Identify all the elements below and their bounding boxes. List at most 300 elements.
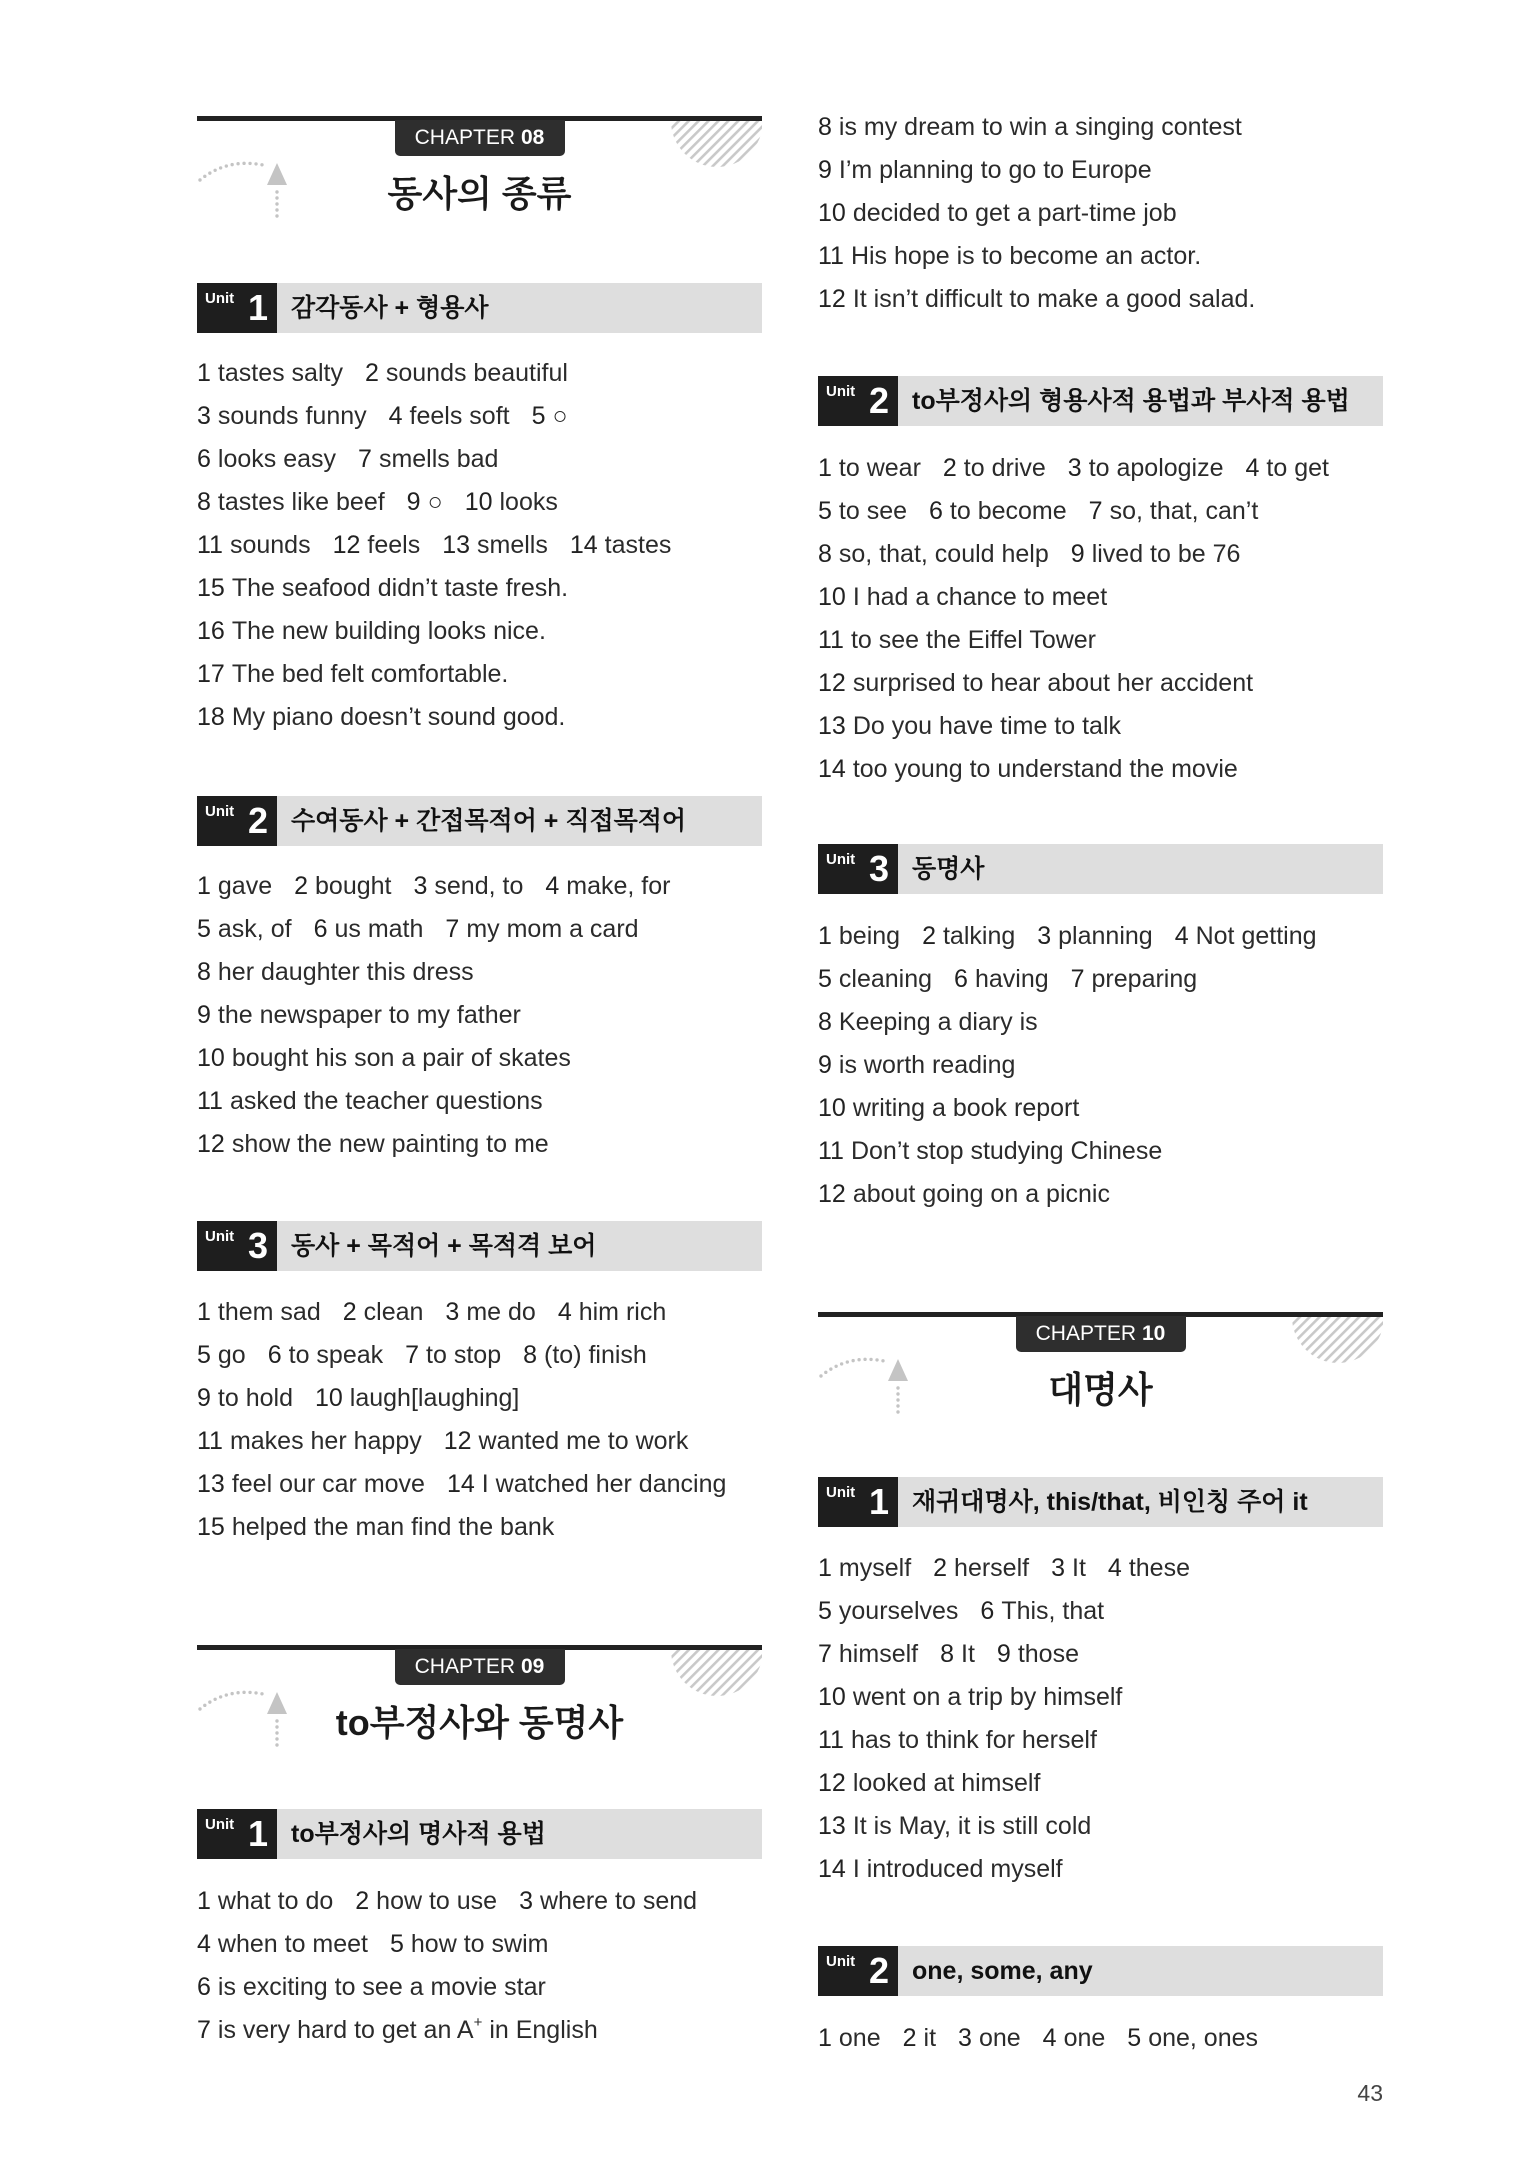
answer-text: tastes like beef <box>217 488 385 516</box>
answer-line <box>197 994 762 1037</box>
answer-number: 4 <box>545 872 560 900</box>
answer-number: 13 <box>818 1812 846 1840</box>
unit-number: 2 <box>247 800 268 841</box>
answer-text: This, that <box>1001 1597 1105 1625</box>
answer-line <box>197 2009 762 2052</box>
answer-item <box>414 872 524 900</box>
answer-line <box>818 1173 1383 1216</box>
unit-title: to부정사의 명사적 용법 <box>291 1820 546 1848</box>
answer-text: to hold <box>217 1384 293 1412</box>
unit-number: 3 <box>868 848 889 889</box>
answer-item <box>818 1008 1038 1036</box>
answer-line <box>818 447 1383 490</box>
answer-number: 2 <box>364 359 379 387</box>
answer-item <box>294 872 391 900</box>
answer-number: 14 <box>569 531 598 559</box>
answer-list <box>818 1547 1383 1891</box>
answer-item <box>197 1470 425 1498</box>
answer-item <box>818 965 932 993</box>
answer-item <box>197 574 568 602</box>
answer-item <box>355 1887 497 1915</box>
answer-text: is exciting to see a movie star <box>217 1973 546 2001</box>
answer-text: (to) finish <box>544 1341 647 1369</box>
answer-item <box>818 626 1096 654</box>
unit-number: 1 <box>247 1813 268 1854</box>
answer-item <box>1127 2024 1258 2052</box>
answer-item <box>943 454 1046 482</box>
answer-text-rest: in English <box>482 2016 598 2044</box>
answer-text: himself <box>838 1640 919 1668</box>
answer-line <box>197 1080 762 1123</box>
answer-number: 15 <box>197 574 225 602</box>
answer-text: I watched her dancing <box>481 1470 727 1498</box>
answer-text: to see the Eiffel Tower <box>850 626 1097 654</box>
answer-text: smells bad <box>378 445 499 473</box>
answer-line <box>197 865 762 908</box>
answer-number: 5 <box>531 402 546 430</box>
answer-item <box>523 1341 647 1369</box>
answer-item <box>445 1298 535 1326</box>
answer-item <box>818 669 1253 697</box>
answer-item <box>343 1298 424 1326</box>
answer-item <box>519 1887 697 1915</box>
answer-text: the newspaper to my father <box>217 1001 521 1029</box>
answer-item <box>818 1597 958 1625</box>
answer-text: clean <box>363 1298 424 1326</box>
answer-text: one <box>1063 2024 1106 2052</box>
answer-number: 11 <box>197 1087 223 1115</box>
answer-number: 10 <box>818 1683 846 1711</box>
answer-number: 11 <box>197 1427 223 1455</box>
answer-text: go <box>217 1341 246 1369</box>
answer-number: 10 <box>314 1384 343 1412</box>
answer-text: one <box>838 2024 881 2052</box>
answer-item <box>197 2016 598 2044</box>
chapter-header <box>197 1645 762 1757</box>
answer-number: 16 <box>197 617 225 645</box>
answer-line <box>818 1805 1383 1848</box>
unit-tab <box>818 1946 898 1996</box>
answer-text: how to swim <box>410 1930 549 1958</box>
unit-title: 동명사 <box>912 855 985 883</box>
answer-line <box>818 1719 1383 1762</box>
unit-tab <box>197 1809 277 1859</box>
answer-item <box>197 359 343 387</box>
answer-line <box>197 1037 762 1080</box>
answer-line <box>197 610 762 653</box>
answer-item <box>558 1298 666 1326</box>
answer-item <box>980 1597 1104 1625</box>
answer-text: talking <box>942 922 1016 950</box>
answer-line <box>197 567 762 610</box>
answer-line <box>818 705 1383 748</box>
answer-line <box>197 1880 762 1923</box>
striped-circle-icon <box>667 121 762 171</box>
answer-text: to become <box>949 497 1067 525</box>
answer-text: Not getting <box>1195 922 1317 950</box>
answer-text: so, that, can’t <box>1109 497 1259 525</box>
answer-item <box>818 242 1201 270</box>
answer-line <box>818 1848 1383 1891</box>
unit-label: Unit <box>205 1816 235 1833</box>
answer-text: herself <box>954 1554 1030 1582</box>
answer-number: 5 <box>818 965 832 993</box>
answer-text: feels <box>367 531 421 559</box>
answer-number: 8 <box>523 1341 538 1369</box>
answer-text: to get <box>1266 454 1329 482</box>
answer-text: how to use <box>376 1887 498 1915</box>
chapter-word: CHAPTER <box>1035 1322 1136 1345</box>
answer-text: bought <box>315 872 392 900</box>
answer-item <box>818 1094 1079 1122</box>
answer-number: 3 <box>445 1298 460 1326</box>
answer-text: one, ones <box>1148 2024 1259 2052</box>
answer-line <box>818 1590 1383 1633</box>
answer-line <box>818 235 1383 278</box>
answer-text: His hope is to become an actor. <box>850 242 1202 270</box>
answer-item <box>197 1130 549 1158</box>
answer-number: 12 <box>818 1180 846 1208</box>
answer-number: 3 <box>413 872 428 900</box>
unit-number: 2 <box>868 380 889 421</box>
answer-text: bought his son a pair of skates <box>231 1044 571 1072</box>
answer-line <box>818 1762 1383 1805</box>
answer-item <box>1071 540 1241 568</box>
answer-text: myself <box>838 1554 912 1582</box>
answer-line <box>818 1001 1383 1044</box>
answer-text: laugh[laughing] <box>349 1384 520 1412</box>
answer-text: him rich <box>578 1298 667 1326</box>
answer-number: 6 <box>197 1973 211 2001</box>
answer-number: 11 <box>818 1726 844 1754</box>
answer-text: I introduced myself <box>852 1855 1063 1883</box>
unit-label: Unit <box>205 290 235 307</box>
answer-number: 11 <box>818 242 844 270</box>
answer-line <box>197 908 762 951</box>
answer-item <box>197 1298 321 1326</box>
answer-text: to drive <box>963 454 1046 482</box>
answer-number: 7 <box>818 1640 832 1668</box>
answer-item <box>903 2024 936 2052</box>
answer-text: The seafood didn’t taste fresh. <box>231 574 569 602</box>
answer-number: 10 <box>818 199 846 227</box>
unit-bar <box>197 796 762 846</box>
answer-text: It is May, it is still cold <box>852 1812 1092 1840</box>
answer-item <box>444 1427 689 1455</box>
answer-line <box>197 1291 762 1334</box>
answer-number: 17 <box>197 660 225 688</box>
unit-number: 3 <box>247 1225 268 1266</box>
answer-number: 3 <box>197 402 211 430</box>
answer-item <box>818 497 907 525</box>
answer-number: 8 <box>940 1640 954 1668</box>
answer-number: 2 <box>294 872 309 900</box>
answer-number: 10 <box>818 583 846 611</box>
answer-line <box>818 149 1383 192</box>
answer-line <box>818 2017 1383 2060</box>
answer-item <box>954 965 1049 993</box>
answer-item <box>1051 1554 1086 1582</box>
answer-line <box>197 352 762 395</box>
answer-text: feels soft <box>409 402 510 430</box>
answer-line <box>818 1130 1383 1173</box>
answer-text: tastes <box>604 531 672 559</box>
answer-text: is worth reading <box>838 1051 1016 1079</box>
unit-number: 1 <box>868 1481 889 1522</box>
answer-text: to apologize <box>1088 454 1224 482</box>
unit-tab <box>818 844 898 894</box>
answer-line <box>197 1463 762 1506</box>
answer-line <box>197 1506 762 1549</box>
answer-item <box>940 1640 975 1668</box>
answer-number: 7 <box>1088 497 1103 525</box>
answer-text: writing a book report <box>852 1094 1080 1122</box>
answer-number: 4 <box>1174 922 1189 950</box>
unit-tab <box>197 796 277 846</box>
answer-line <box>818 1044 1383 1087</box>
answer-number: 6 <box>954 965 968 993</box>
answer-line <box>197 1966 762 2009</box>
answer-item <box>197 617 546 645</box>
answer-number: 1 <box>818 922 832 950</box>
answer-text: about going on a picnic <box>852 1180 1110 1208</box>
unit-bar <box>818 844 1383 894</box>
answer-item <box>447 1470 726 1498</box>
answer-item <box>818 1180 1110 1208</box>
chapter-label <box>1016 1316 1186 1352</box>
answer-number: 3 <box>958 2024 972 2052</box>
answer-item <box>818 922 900 950</box>
answer-number: 12 <box>443 1427 472 1455</box>
answer-item <box>818 1683 1122 1711</box>
answer-text: decided to get a part-time job <box>852 199 1177 227</box>
answer-number: 7 <box>197 2016 211 2044</box>
answer-text: planning <box>1058 922 1153 950</box>
answer-number: 3 <box>519 1887 533 1915</box>
answer-number: 5 <box>1127 2024 1142 2052</box>
answer-text: send, to <box>434 872 524 900</box>
answer-item <box>997 1640 1079 1668</box>
answer-number: 9 <box>818 1051 832 1079</box>
answer-number: 1 <box>818 454 832 482</box>
answer-item <box>1071 965 1198 993</box>
answer-item <box>197 872 272 900</box>
answer-line <box>197 481 762 524</box>
answer-number: 8 <box>818 1008 832 1036</box>
unit-bar <box>197 283 762 333</box>
answer-number: 10 <box>464 488 493 516</box>
chapter-number: 10 <box>1142 1322 1166 1345</box>
answer-item <box>818 540 1049 568</box>
answer-text: It isn’t difficult to make a good salad. <box>852 285 1256 313</box>
answer-text: yourselves <box>838 1597 959 1625</box>
answer-number: 7 <box>445 915 460 943</box>
unit-tab <box>197 283 277 333</box>
answer-item <box>818 1769 1040 1797</box>
unit-title: 감각동사 + 형용사 <box>291 294 489 322</box>
answer-number: 13 <box>442 531 471 559</box>
answer-text: to see <box>838 497 908 525</box>
unit-tab <box>197 1221 277 1271</box>
answer-number: 4 <box>197 1930 211 1958</box>
answer-text: lived to be 76 <box>1091 540 1241 568</box>
answer-item <box>197 660 508 688</box>
answer-line <box>818 1676 1383 1719</box>
answer-item <box>197 1887 333 1915</box>
answer-number: 4 <box>1042 2024 1057 2052</box>
answer-line <box>818 748 1383 791</box>
answer-line <box>197 438 762 481</box>
unit-label: Unit <box>826 851 856 868</box>
chapter-title: to부정사와 동명사 <box>335 1702 624 1743</box>
chapter-word: CHAPTER <box>414 1655 515 1678</box>
page-number: 43 <box>1357 2080 1383 2106</box>
answer-number: 3 <box>1037 922 1052 950</box>
answer-number: 7 <box>1070 965 1085 993</box>
answer-text: looked at himself <box>852 1769 1041 1797</box>
answer-text: them sad <box>217 1298 321 1326</box>
chapter-number: 08 <box>521 126 545 149</box>
answer-item <box>197 402 367 430</box>
answer-item <box>818 454 921 482</box>
chapter-header <box>197 116 762 228</box>
unit-title: 동사 + 목적어 + 목적격 보어 <box>291 1232 597 1260</box>
answer-item <box>818 1640 918 1668</box>
answer-number: 11 <box>818 626 844 654</box>
answer-item <box>1246 454 1329 482</box>
answer-line <box>818 192 1383 235</box>
answer-number: 9 <box>406 488 421 516</box>
unit-tab <box>818 1477 898 1527</box>
answer-number: 12 <box>818 285 846 313</box>
answer-item <box>407 488 443 516</box>
answer-list <box>197 1880 762 2052</box>
answer-text: Don’t stop studying Chinese <box>850 1137 1163 1165</box>
answer-number: 9 <box>197 1001 211 1029</box>
answer-item <box>465 488 558 516</box>
answer-number: 13 <box>197 1470 225 1498</box>
answer-number: 1 <box>818 2024 832 2052</box>
answer-text: ask, of <box>217 915 292 943</box>
unit-number: 2 <box>868 1950 889 1991</box>
answer-item <box>1043 2024 1106 2052</box>
answer-line <box>818 1633 1383 1676</box>
answer-number: 4 <box>388 402 403 430</box>
answer-text: preparing <box>1091 965 1198 993</box>
answer-number: 14 <box>818 1855 846 1883</box>
answer-text: her daughter this dress <box>217 958 474 986</box>
answer-line <box>818 106 1383 149</box>
answer-number: 12 <box>332 531 361 559</box>
answer-text: I had a chance to meet <box>852 583 1108 611</box>
answer-item <box>390 1930 548 1958</box>
answer-number: 1 <box>197 1298 211 1326</box>
answer-list <box>197 352 762 739</box>
answer-text: The new building looks nice. <box>231 617 546 645</box>
unit-title: one, some, any <box>912 1957 1093 1985</box>
answer-text: where to send <box>540 1887 698 1915</box>
answer-number: 9 <box>197 1384 211 1412</box>
answer-number: 9 <box>818 156 832 184</box>
answer-item <box>818 1051 1015 1079</box>
answer-text: smells <box>477 531 548 559</box>
answer-item <box>1175 922 1317 950</box>
answer-number: 12 <box>197 1130 225 1158</box>
answer-item <box>365 359 568 387</box>
answer-item <box>922 922 1015 950</box>
answer-number: 11 <box>197 531 223 559</box>
answer-item <box>197 1044 571 1072</box>
answer-item <box>197 1384 293 1412</box>
answer-item <box>197 1513 554 1541</box>
answer-text: those <box>1017 1640 1079 1668</box>
answer-text: asked the teacher questions <box>229 1087 543 1115</box>
answer-list <box>197 1291 762 1549</box>
answer-item <box>197 445 336 473</box>
answer-number: 15 <box>197 1513 225 1541</box>
answer-item <box>445 915 638 943</box>
answer-text: Keeping a diary is <box>838 1008 1038 1036</box>
answer-number: 4 <box>1107 1554 1122 1582</box>
answer-item <box>197 915 292 943</box>
answer-number: 2 <box>942 454 957 482</box>
answer-text: tastes salty <box>217 359 343 387</box>
answer-item <box>197 958 474 986</box>
answer-text: us math <box>334 915 424 943</box>
answer-list <box>197 865 762 1166</box>
answer-text: The bed felt comfortable. <box>231 660 509 688</box>
answer-item <box>1108 1554 1190 1582</box>
answer-item <box>818 199 1177 227</box>
chapter-label <box>395 1649 565 1685</box>
answer-item <box>958 2024 1021 2052</box>
answer-item <box>818 712 1121 740</box>
answer-number: 8 <box>818 113 832 141</box>
answer-text: sounds <box>229 531 311 559</box>
answer-item <box>197 1087 543 1115</box>
answer-list <box>818 915 1383 1216</box>
answer-item <box>197 531 311 559</box>
answer-number: 7 <box>405 1341 420 1369</box>
answer-text: me do <box>466 1298 536 1326</box>
answer-text: makes her happy <box>229 1427 422 1455</box>
answer-number: 2 <box>922 922 936 950</box>
answer-item <box>1037 922 1152 950</box>
answer-text: It <box>1072 1554 1086 1582</box>
chapter-title: 동사의 종류 <box>387 173 572 214</box>
answer-line <box>197 1377 762 1420</box>
unit-bar <box>818 376 1383 426</box>
answer-item <box>197 1001 521 1029</box>
answer-text: Do you have time to talk <box>852 712 1122 740</box>
unit-label: Unit <box>205 803 235 820</box>
answer-item <box>818 1137 1162 1165</box>
answer-item <box>818 285 1255 313</box>
answer-text: is my dream to win a singing contest <box>838 113 1242 141</box>
answer-item <box>818 113 1242 141</box>
answer-line <box>818 278 1383 321</box>
answer-text: sounds funny <box>217 402 367 430</box>
answer-number: 2 <box>355 1887 370 1915</box>
chapter-label <box>395 120 565 156</box>
answer-item <box>268 1341 383 1369</box>
answer-item <box>818 1554 911 1582</box>
unit-title: 재귀대명사, this/that, 비인칭 주어 it <box>912 1488 1308 1516</box>
answer-text: when to meet <box>217 1930 368 1958</box>
answer-item <box>197 703 565 731</box>
chapter-word: CHAPTER <box>414 126 515 149</box>
answer-line <box>818 619 1383 662</box>
